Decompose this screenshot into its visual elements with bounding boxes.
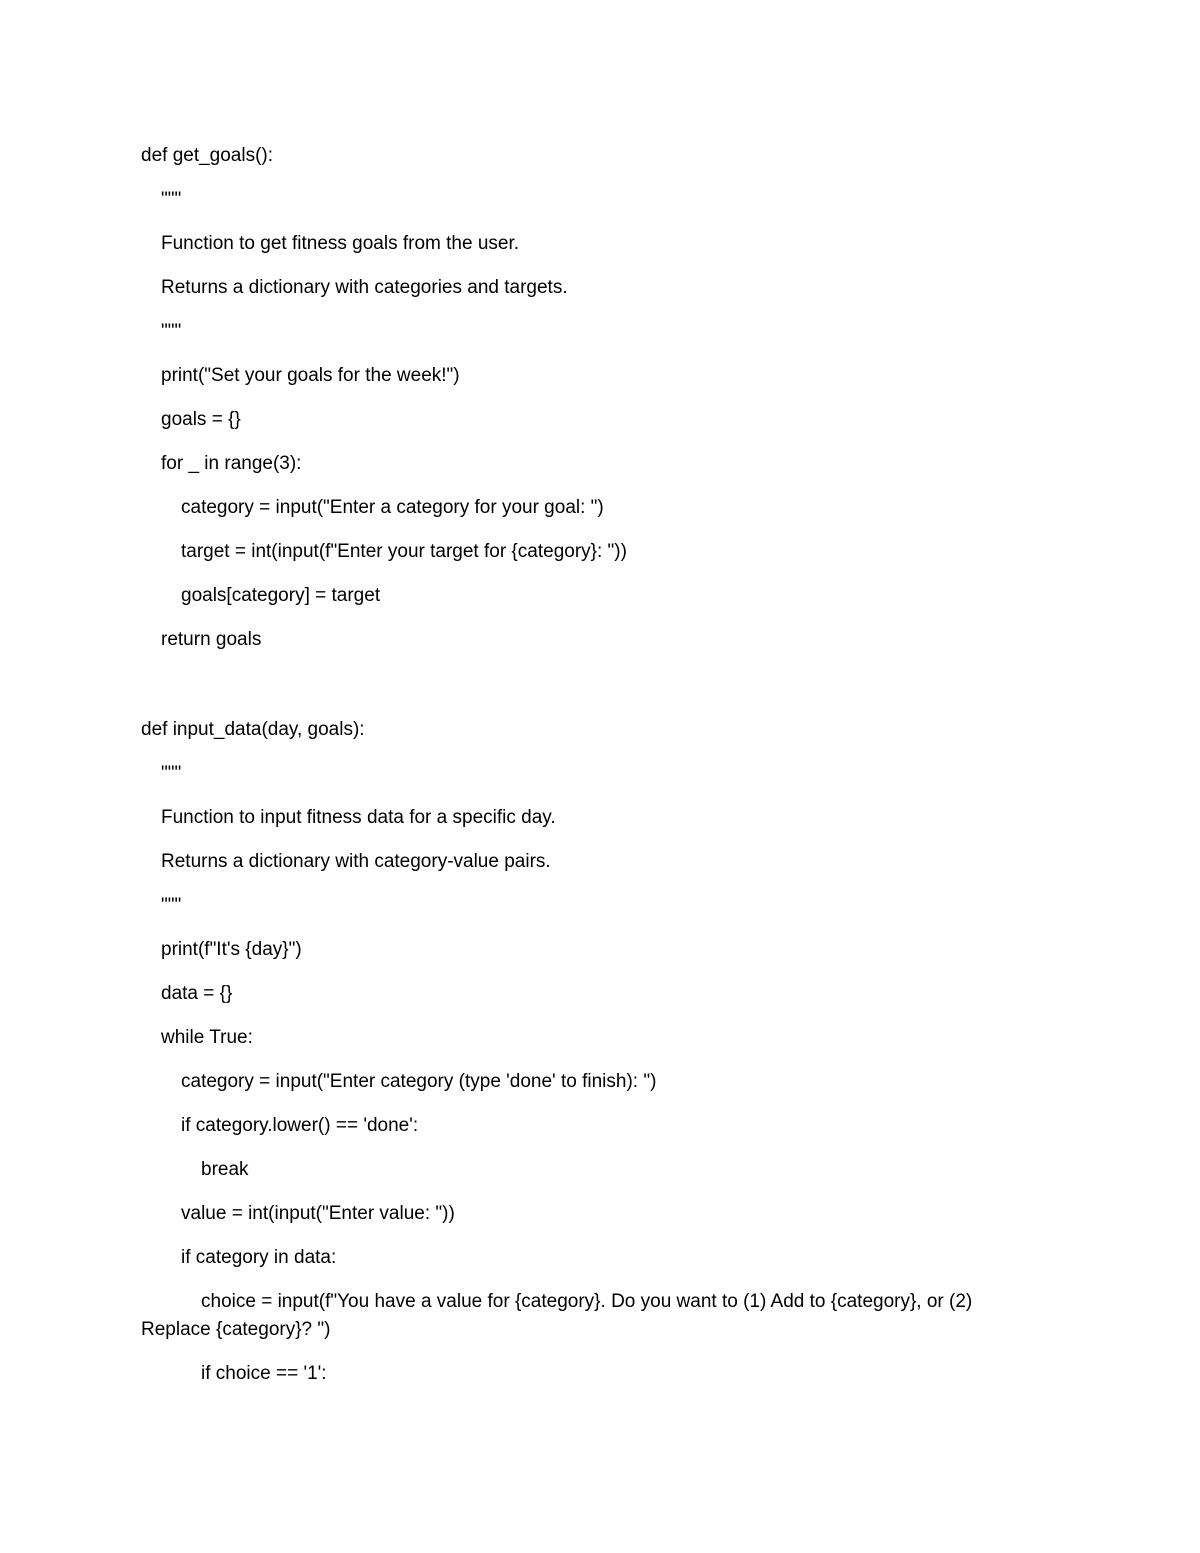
code-line: Returns a dictionary with category-value pairs.: [161, 851, 551, 872]
code-line: Returns a dictionary with categories and targets.: [161, 277, 568, 298]
code-line: """: [161, 763, 182, 784]
code-line: print(f"It's {day}"): [161, 939, 302, 960]
code-line: """: [161, 189, 182, 210]
code-line: goals = {}: [161, 409, 241, 430]
code-listing: [141, 142, 1061, 1404]
code-line: if choice == '1':: [201, 1363, 327, 1384]
code-line: break: [201, 1159, 249, 1180]
code-line: target = int(input(f"Enter your target for {category}: ")): [181, 541, 627, 562]
code-line: def input_data(day, goals):: [141, 719, 365, 740]
code-line: """: [161, 895, 182, 916]
code-line: """: [161, 321, 182, 342]
code-line: Function to input fitness data for a specific day.: [161, 807, 556, 828]
code-line: category = input("Enter category (type 'done' to finish): "): [181, 1071, 657, 1092]
code-line: goals[category] = target: [181, 585, 381, 606]
code-line: data = {}: [161, 983, 233, 1004]
code-line-continuation: Replace {category}? "): [141, 1319, 331, 1340]
code-line: while True:: [161, 1027, 253, 1048]
code-line: print("Set your goals for the week!"): [161, 365, 460, 386]
code-line: if category.lower() == 'done':: [181, 1115, 419, 1136]
code-line: value = int(input("Enter value: ")): [181, 1203, 455, 1224]
code-line: def get_goals():: [141, 145, 274, 166]
code-line: for _ in range(3):: [161, 453, 302, 474]
code-line: category = input("Enter a category for your goal: "): [181, 497, 604, 518]
code-line: if category in data:: [181, 1247, 337, 1268]
code-line: choice = input(f"You have a value for {category}. Do you want to (1) Add to {category}, or (2): [201, 1291, 973, 1312]
code-line: Function to get fitness goals from the user.: [161, 233, 520, 254]
code-line: return goals: [161, 629, 262, 650]
blank-line: [141, 670, 1061, 698]
